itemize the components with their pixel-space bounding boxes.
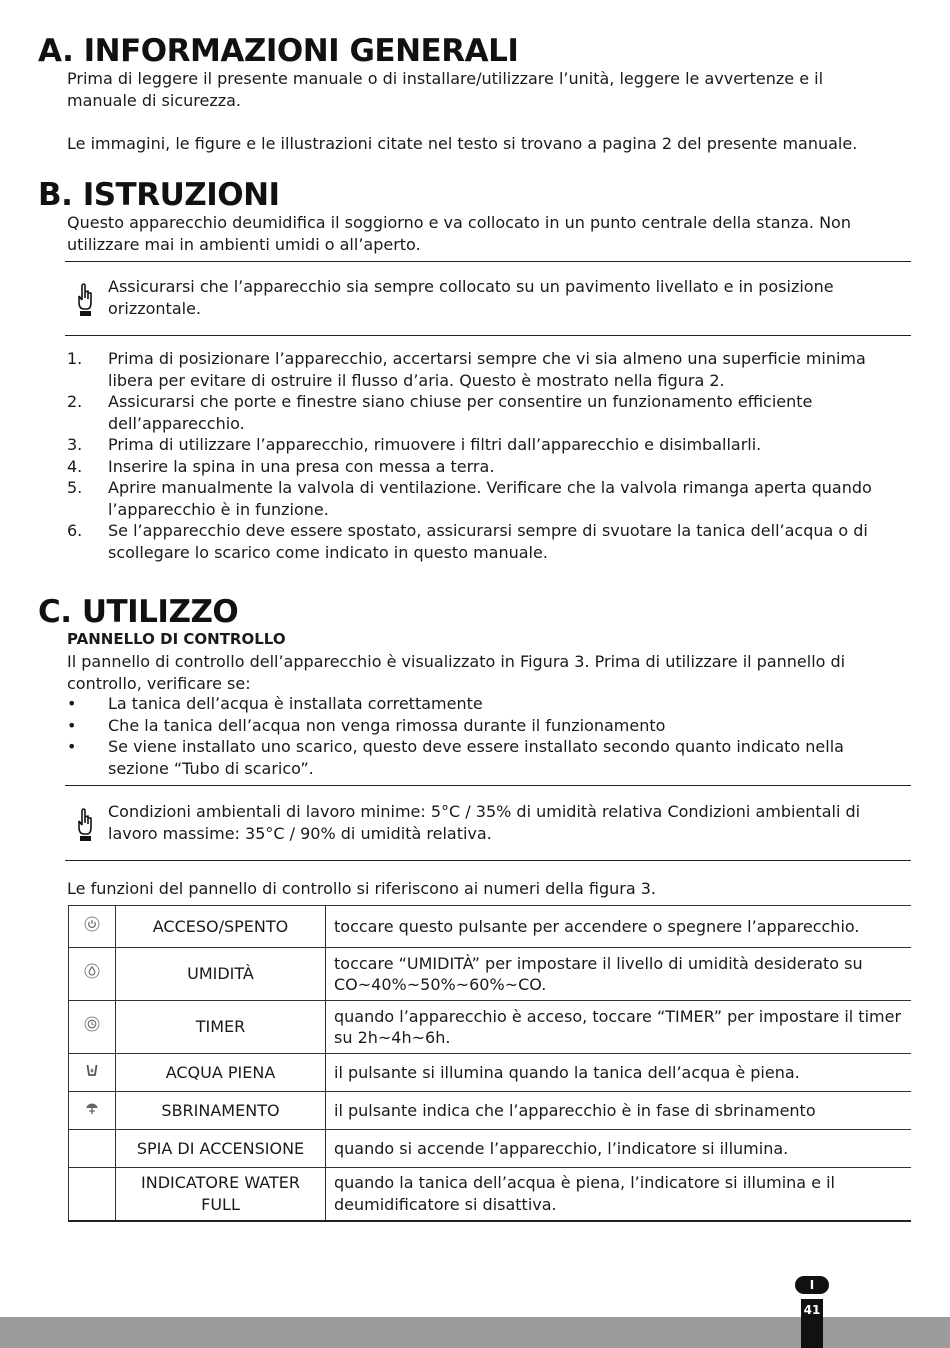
- list-item: • Se viene installato uno scarico, questo deve essere installato secondo quanto indicato nella sezione “Tubo di scarico”.: [67, 737, 844, 778]
- list-item: 4. Inserire la spina in una presa con messa a terra.: [67, 456, 495, 476]
- section-b-intro: Questo apparecchio deumidifica il soggiorno e va collocato in un punto centrale della stanza. Non utilizzare mai in ambienti umidi o all’aperto.: [67, 213, 851, 254]
- function-desc: toccare questo pulsante per accendere o spegnere l’apparecchio.: [326, 906, 912, 948]
- function-name: ACQUA PIENA: [116, 1054, 326, 1092]
- power-icon: [84, 916, 100, 932]
- note-top-rule: [65, 785, 911, 786]
- note-level-text: Assicurarsi che l’apparecchio sia sempre collocato su un pavimento livellato e in posizione orizzontale.: [108, 277, 834, 318]
- note-bottom-rule: [65, 335, 911, 336]
- section-a-para-2: Le immagini, le figure e le illustrazioni citate nel testo si trovano a pagina 2 del presente manuale.: [67, 134, 858, 153]
- function-name: SBRINAMENTO: [116, 1092, 326, 1130]
- section-c-intro: Il pannello di controllo dell’apparecchio è visualizzato in Figura 3. Prima di utilizzare il pannello di controllo, verificare se:: [67, 652, 846, 693]
- table-row: [69, 948, 912, 1001]
- function-name: INDICATORE WATER FULL: [116, 1168, 326, 1221]
- function-desc: quando si accende l’apparecchio, l’indicatore si illumina.: [326, 1130, 912, 1168]
- list-item: 2. Assicurarsi che porte e finestre siano chiuse per consentire un funzionamento efficiente dell’apparecchio.: [67, 392, 813, 433]
- function-name: UMIDITÀ: [116, 948, 326, 1001]
- section-a-para-1: Prima di leggere il presente manuale o di installare/utilizzare l’unità, leggere le avvertenze e il manuale di sicurezza.: [67, 69, 824, 110]
- section-a-title: A. INFORMAZIONI GENERALI: [38, 33, 519, 69]
- section-b-title: B. ISTRUZIONI: [38, 177, 280, 213]
- timer-icon: [84, 1016, 100, 1032]
- control-panel-functions-table: [68, 905, 911, 1222]
- function-name: SPIA DI ACCENSIONE: [116, 1130, 326, 1168]
- function-desc: quando l’apparecchio è acceso, toccare “TIMER” per impostare il timer su 2h~4h~6h.: [326, 1001, 912, 1054]
- instruction-steps: [67, 348, 907, 563]
- control-panel-subtitle: PANNELLO DI CONTROLLO: [67, 630, 286, 648]
- function-desc: quando la tanica dell’acqua è piena, l’indicatore si illumina e il deumidificatore si disattiva.: [326, 1168, 912, 1221]
- function-desc: toccare “UMIDITÀ” per impostare il livello di umidità desiderato su CO~40%~50%~60%~CO.: [326, 948, 912, 1001]
- language-badge: I: [795, 1276, 829, 1294]
- note-bottom-rule: [65, 860, 911, 861]
- function-desc: il pulsante indica che l’apparecchio è in fase di sbrinamento: [326, 1092, 912, 1130]
- function-name: ACCESO/SPENTO: [116, 906, 326, 948]
- table-row: [69, 1092, 912, 1130]
- table-row: [69, 1001, 912, 1054]
- table-row: [69, 1168, 912, 1221]
- note-box-conditions: [65, 801, 911, 851]
- list-item: • Che la tanica dell’acqua non venga rimossa durante il funzionamento: [67, 715, 666, 735]
- humidity-icon: [84, 963, 100, 979]
- pointing-hand-icon: [73, 807, 95, 843]
- list-item: 5. Aprire manualmente la valvola di ventilazione. Verificare che la valvola rimanga aperta quando l’apparecchio è in funzione.: [67, 478, 872, 519]
- pointing-hand-icon: [73, 282, 95, 318]
- list-item: • La tanica dell’acqua è installata correttamente: [67, 694, 483, 713]
- page-number: 41: [801, 1299, 823, 1348]
- function-name: TIMER: [116, 1001, 326, 1054]
- list-item: 6. Se l’apparecchio deve essere spostato, assicurarsi sempre di svuotare la tanica dell’acqua o di scollegare lo scarico come indicato in questo manuale.: [67, 521, 868, 562]
- table-row: [69, 906, 912, 948]
- section-c-title: C. UTILIZZO: [38, 594, 239, 630]
- check-bullets: [67, 693, 907, 779]
- list-item: 3. Prima di utilizzare l’apparecchio, rimuovere i filtri dall’apparecchio e disimballarli.: [67, 435, 762, 454]
- table-intro: Le funzioni del pannello di controllo si riferiscono ai numeri della figura 3.: [67, 879, 657, 898]
- table-row: [69, 1130, 912, 1168]
- note-top-rule: [65, 261, 911, 262]
- list-item: 1. Prima di posizionare l’apparecchio, accertarsi sempre che vi sia almeno una superficie minima libera per evitare di ostruire il flusso d’aria. Questo è mostrato nella figura 2.: [67, 349, 866, 390]
- table-row: [69, 1054, 912, 1092]
- defrost-icon: [84, 1100, 100, 1116]
- note-box-level: [65, 276, 911, 326]
- function-desc: il pulsante si illumina quando la tanica dell’acqua è piena.: [326, 1054, 912, 1092]
- note-conditions-text: Condizioni ambientali di lavoro minime: 5°C / 35% di umidità relativa Condizioni ambientali di lavoro massime: 35°C / 90% di umidità relativa.: [108, 802, 861, 843]
- water-tank-icon: [84, 1062, 100, 1078]
